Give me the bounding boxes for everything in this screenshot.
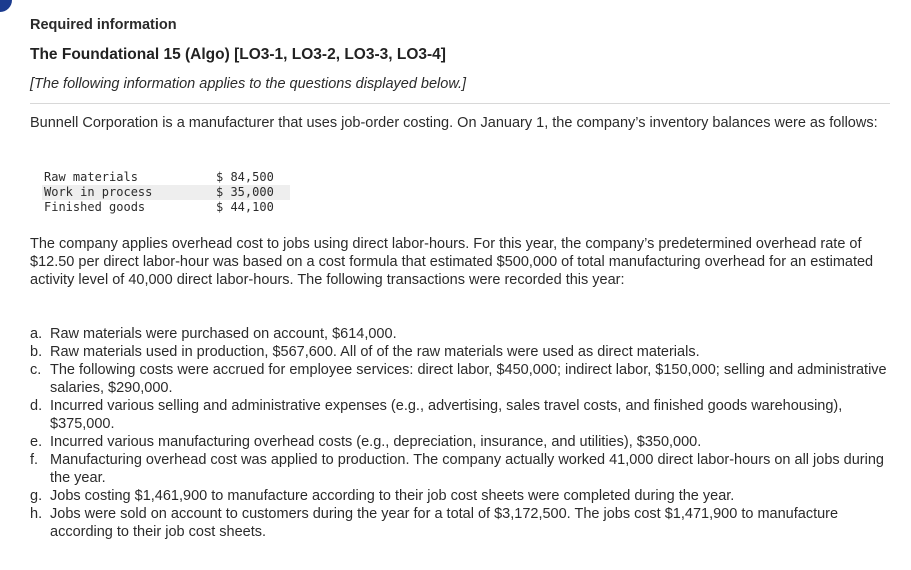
problem-title: The Foundational 15 (Algo) [LO3-1, LO3-2, LO3-3, LO3-4] [30,46,446,63]
intro-paragraph: Bunnell Corporation is a manufacturer that uses job-order costing. On January 1, the company’s inventory balances were as follows: [30,115,878,131]
item-text: Raw materials were purchased on account, $614,000. [50,326,397,342]
inventory-balances-table [42,170,290,215]
balance-label: Finished goods [44,200,146,214]
balance-label: Raw materials [44,170,138,184]
required-information-label: Required information [30,17,177,33]
applies-note: [The following information applies to the questions displayed below.] [30,76,467,92]
list-item [30,397,890,433]
table-row [42,170,290,185]
balance-amount: $ 44,100 [216,200,274,214]
item-letter: c. [30,362,42,378]
item-text: Jobs were sold on account to customers during the year for a total of $3,172,500. The jobs cost $1,471,900 to manufacture according to their job cost sheets. [50,506,839,540]
item-letter: a. [30,326,43,342]
divider [30,103,890,104]
item-text: Incurred various manufacturing overhead costs (e.g., depreciation, insurance, and utilities), $350,000. [50,434,702,450]
item-text: Manufacturing overhead cost was applied to production. The company actually worked 41,000 direct labor-hours on all jobs during the year. [50,452,884,486]
item-letter: d. [30,398,43,414]
list-item [30,343,890,361]
list-item [30,433,890,451]
list-item [30,325,890,343]
item-letter: b. [30,344,43,360]
balance-amount: $ 35,000 [214,185,290,200]
item-text: Raw materials used in production, $567,600. All of of the raw materials were used as direct materials. [50,344,700,360]
item-letter: g. [30,488,43,504]
item-text: The following costs were accrued for employee services: direct labor, $450,000; indirect labor, $150,000; selling and administrative salaries, $290,000. [50,362,887,396]
balance-amount: $ 84,500 [216,170,274,184]
list-item [30,361,890,397]
item-text: Jobs costing $1,461,900 to manufacture according to their job cost sheets were completed during the year. [50,488,735,504]
transactions-list [30,325,890,541]
item-letter: h. [30,506,43,522]
table-row [42,185,290,200]
corner-marker [0,0,12,12]
list-item [30,487,890,505]
list-item [30,505,890,541]
item-text: Incurred various selling and administrative expenses (e.g., advertising, sales travel costs, and finished goods warehousing), $375,000. [50,398,843,432]
list-item [30,451,890,487]
table-row [42,200,290,215]
item-letter: f. [30,452,39,468]
item-letter: e. [30,434,43,450]
overhead-paragraph: The company applies overhead cost to jobs using direct labor-hours. For this year, the company’s predetermined overhead rate of $12.50 per direct labor-hour was based on a cost formula that estimated $500,000 of total manufacturing overhead for an estimated activity level of 40,000 direct labor-hours. The following transactions were recorded this year: [30,236,874,288]
balance-label: Work in process [42,185,214,200]
